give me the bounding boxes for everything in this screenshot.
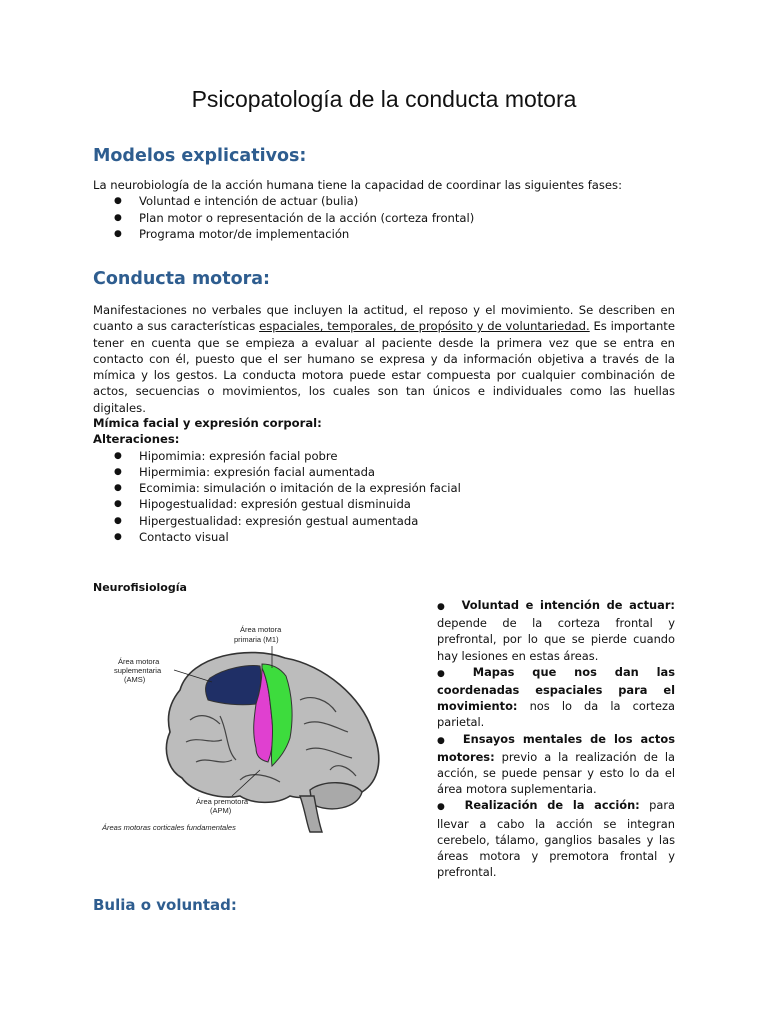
- label-apm: Área premotora: [196, 797, 249, 806]
- label-ams-2: suplementaria: [114, 666, 162, 675]
- list-item: ● Hipergestualidad: expresión gestual aumentada: [93, 513, 675, 529]
- list-item: ● Voluntad e intención de actuar (bulia): [93, 193, 675, 209]
- modelos-list: [93, 193, 675, 242]
- label-apm-2: (APM): [210, 806, 232, 815]
- neuro-bullet: ● Ensayos mentales de los actos motores: previo a la realización de la acción, se puede pensar y esto lo da el área motora suplementaria.: [437, 731, 675, 797]
- neuro-bullet-bold: Voluntad e intención de actuar:: [461, 598, 675, 612]
- heading-modelos: Modelos explicativos:: [93, 146, 307, 166]
- label-ams: Área motora: [118, 657, 160, 666]
- mimica-section: [93, 415, 675, 545]
- list-item: ● Programa motor/de implementación: [93, 226, 675, 242]
- list-item: ● Contacto visual: [93, 529, 675, 545]
- mimica-heading: Mímica facial y expresión corporal:: [93, 416, 322, 430]
- brain-figure: [100, 620, 396, 838]
- heading-bulia: Bulia o voluntad:: [93, 896, 237, 914]
- neuro-bullet: ● Realización de la acción: para llevar a cabo la acción se integran cerebelo, tálamo, ganglios basales y las áreas motora y premotora frontal y prefrontal.: [437, 798, 675, 880]
- neuro-bullet-bold: Mapas que nos dan las coordenadas espaciales para el movimiento:: [437, 664, 675, 714]
- mimica-sub: Alteraciones:: [93, 432, 180, 447]
- neuro-bullet-text: nos lo da la corteza parietal.: [437, 699, 675, 730]
- list-item: ● Ecomimia: simulación o imitación de la expresión facial: [93, 480, 675, 496]
- conducta-underlined: espaciales, temporales, de propósito y de voluntariedad.: [259, 319, 590, 334]
- label-m1-sub: primaria (M1): [234, 635, 279, 644]
- heading-conducta: Conducta motora:: [93, 269, 271, 289]
- neuro-bullet-bold: Realización de la acción:: [464, 798, 640, 813]
- label-ams-3: (AMS): [124, 675, 146, 684]
- modelos-intro: La neurobiología de la acción humana tiene la capacidad de coordinar las siguientes fases:: [93, 178, 623, 192]
- modelos-section: [93, 177, 675, 242]
- conducta-paragraph: [93, 302, 675, 416]
- conducta-text-b: Es importante tener en cuenta que se empieza a evaluar al paciente desde la primera vez que se entra en contacto con él, puesto que el ser humano se expresa y da información objetiva a través de la mímica y los gestos. La conducta motora puede estar compuesta por cualquier combinación de actos, secuencias o movimientos, los cuales son tan únicos e individuales como las huellas digitales.: [93, 319, 675, 415]
- figure-caption: Áreas motoras corticales fundamentales: [102, 823, 236, 832]
- conducta-text-a: Manifestaciones no verbales que incluyen la actitud, el reposo y el movimiento. Se describen en cuanto a sus características: [93, 303, 675, 334]
- neuro-bullet: ● Mapas que nos dan las coordenadas espaciales para el movimiento: nos lo da la corteza parietal.: [437, 664, 675, 730]
- list-item: ● Plan motor o representación de la acción (corteza frontal): [93, 210, 675, 226]
- neuro-bullets: [437, 597, 675, 880]
- neuro-heading: Neurofisiología: [93, 581, 187, 594]
- list-item: ● Hipomimia: expresión facial pobre: [93, 448, 675, 464]
- neuro-bullet: ● Voluntad e intención de actuar: depende de la corteza frontal y prefrontal, por lo que se pierde cuando hay lesiones en estas áreas.: [437, 598, 675, 663]
- brain-illustration: [100, 620, 396, 838]
- neuro-bullet-text: depende de la corteza frontal y prefrontal, por lo que se pierde cuando hay lesiones en estas áreas.: [437, 616, 675, 663]
- neuro-bullet-bold: Ensayos mentales de los actos motores:: [437, 731, 675, 764]
- label-m1: Área motora: [240, 625, 282, 634]
- mimica-list: [93, 448, 675, 546]
- page-title: Psicopatología de la conducta motora: [191, 86, 577, 112]
- list-item: ● Hipermimia: expresión facial aumentada: [93, 464, 675, 480]
- neuro-bullet-text: para llevar a cabo la acción se integran cerebelo, tálamo, ganglios basales y las áreas motora y premotora frontal y prefrontal.: [437, 798, 675, 880]
- neuro-bullet-text: previo a la realización de la acción, se puede pensar y esto lo da el área motora suplementaria.: [437, 749, 675, 797]
- list-item: ● Hipogestualidad: expresión gestual disminuida: [93, 496, 675, 512]
